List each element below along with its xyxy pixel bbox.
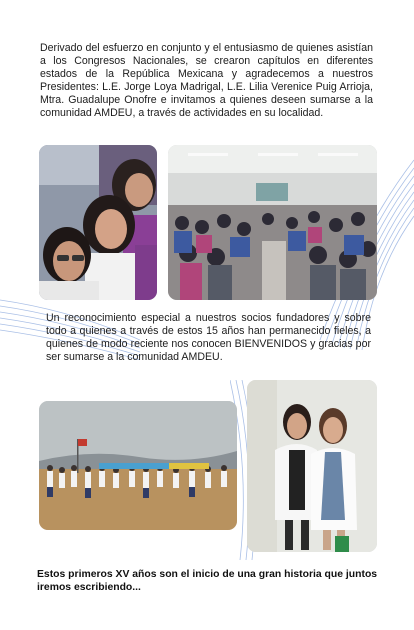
intro-paragraph: Derivado del esfuerzo en conjunto y el entusiasmo de quienes asistían a los Congresos Nacionales, se crearon capítulos en diferentes estados de la República Mexicana y agradecemos a nuestros Presidentes: L.E. Jorge Loya Madrigal, L.E. Lilia Verenice Puig Arrioja, Mtra. Guadalupe Onofre e invitamos a quienes deseen sumarse a la comunidad AMDEU, a través de actividades en su localidad. — [40, 42, 373, 119]
audience-photo — [168, 145, 377, 300]
beach-group-photo — [39, 401, 237, 530]
recognition-paragraph: Un reconocimiento especial a nuestros socios fundadores y sobre todo a quienes a través de estos 15 años han permanecido fieles, a quienes de modo reciente nos conocen BIENVENIDOS y gracias por ser sumarse a la comunidad AMDEU. — [46, 312, 371, 363]
closing-statement: Estos primeros XV años son el inicio de una gran historia que juntos iremos escribiendo... — [37, 569, 378, 593]
selfie-photo — [39, 145, 157, 300]
lab-coat-photo — [247, 380, 377, 552]
